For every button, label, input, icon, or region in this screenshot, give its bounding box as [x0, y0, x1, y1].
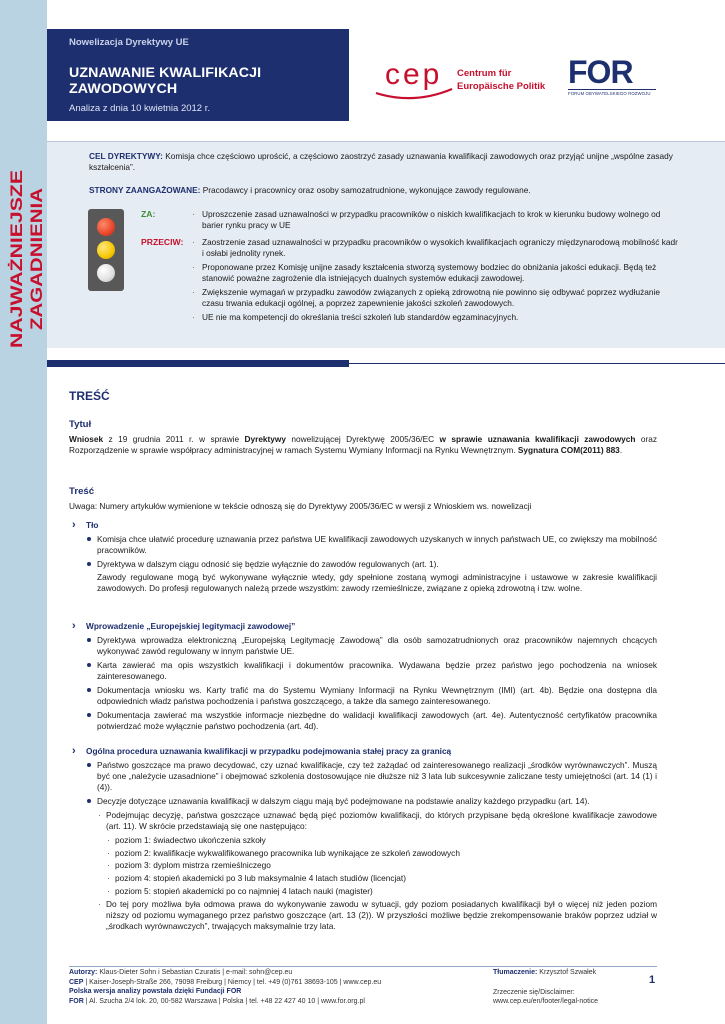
title-heading: Tytuł	[69, 419, 92, 430]
side-title-line2: ZAGADNIENIA	[27, 211, 46, 330]
stakeholders-label: STRONY ZAANGAŻOWANE:	[89, 185, 201, 195]
list-item: Komisja chce ułatwić procedurę uznawania przez państwa UE kwalifikacji zawodowych uzyskanych w innych państwach UE, co zwiększy ma mobilność pracowników.	[85, 534, 657, 556]
section-divider-bar	[47, 360, 349, 367]
for-subtitle: FORUM OBYWATELSKIEGO ROZWOJU	[568, 89, 656, 97]
key-issues-vertical-title	[2, 150, 46, 350]
goal-text: Komisja chce częściowo uprościć, a częściowo zaostrzyć zasady uznawania kwalifikacji zawodowych oraz przyjąć unijne „wspólne zasady kształcenia”.	[89, 151, 673, 172]
con-item: · UE nie ma kompetencji do określania treści szkoleń lub standardów egzaminacyjnych.	[192, 312, 682, 323]
con-list	[192, 237, 682, 326]
list-item: Dokumentacja wniosku ws. Karty trafić ma do Systemu Wymiany Informacji na Rynku Wewnętrznym (IMI) (art. 4b). Będzie ona dostępna dla odpowiednich władz państwa pochodzenia i państwa goszczącego, a także dla samego zainteresowanego.	[85, 685, 657, 707]
qualification-level: · poziom 5: stopień akademicki po co najmniej 4 latach nauki (magister)	[106, 886, 657, 897]
topic-heading: › Wprowadzenie „Europejskiej legitymacji zawodowej”	[69, 621, 657, 632]
directive-goal	[89, 151, 689, 173]
pro-list	[192, 209, 682, 234]
stakeholders-text: Pracodawcy i pracownicy oraz osoby samozatrudnione, wykonujące zawody regulowane.	[202, 185, 531, 195]
section-divider-line	[349, 363, 725, 364]
pro-item: · Uproszczenie zasad uznawalności w przypadku pracowników o niskich kwalifikacjach to krok w kierunku budowy wolnego od barier rynku pracy w UE	[192, 209, 682, 231]
header-box	[47, 29, 349, 121]
footer-rule	[69, 966, 657, 967]
analysis-date: Analiza z dnia 10 kwietnia 2012 r.	[69, 103, 211, 115]
authors: Klaus-Dieter Sohn i Sebastian Czuratis | e-mail: sohn@cep.eu	[97, 969, 293, 976]
list-item: Karta zawierać ma opis wszystkich kwalifikacji i dokumentów pracownika. Wydawana będzie przez państwo jego pochodzenia na wniosek zainteresowanego.	[85, 660, 657, 682]
sub-list-item: · Do tej pory możliwa była odmowa prawa do wykonywanie zawodu w sytuacji, gdy poziom posiadanych kwalifikacji był o więcej niż jeden poziom niższy od poziomu wymaganego przez państwo goszczące (art. 13 (2)). W przyszłości możliwe będzie zrekompensowanie braków poprzez udział w „środkach wyrównawczych”, trwających maksymalnie trzy lata.	[97, 899, 657, 932]
list-item: Państwo goszczące ma prawo decydować, czy uznać kwalifikacje, czy też zażądać od zainteresowanego realizacji „środków wyrównawczych”. Muszą być one „należycie uzasadnione” i obejmować szkolenia dostosowujące nie dłuższe niż 3 lata lub sukcesywnie zaliczane testy umiejętności (art. 14 (1) i (4)).	[85, 760, 657, 793]
white-lamp-icon	[97, 264, 115, 282]
for-logo	[568, 56, 658, 100]
for-wordmark: FOR	[568, 54, 633, 90]
yellow-lamp-icon	[97, 241, 115, 259]
footer-translation: Tłumaczenie: Krzysztof Szwałek Zrzeczenie się/Disclaimer: www.cep.eu/en/footer/legal-notice	[493, 968, 663, 1007]
qualification-level: · poziom 4: stopień akademicki po 3 lub maksymalnie 4 latach studiów (licencjat)	[106, 873, 657, 884]
red-lamp-icon	[97, 218, 115, 236]
topic-heading: › Ogólna procedura uznawania kwalifikacji w przypadku podejmowania stałej pracy za granicą	[69, 746, 657, 757]
disclaimer-link[interactable]: www.cep.eu/en/footer/legal-notice	[493, 998, 599, 1006]
for-address: | Al. Szucha 2/4 lok. 20, 00-582 Warszawa | Polska | tel. +48 22 427 40 10 | www.for.org.pl	[83, 997, 365, 1005]
con-item: · Zaostrzenie zasad uznawalności w przypadku pracowników o wysokich kwalifikacjach ograniczy międzynarodową mobilność kadr i osłabi jednolity rynek.	[192, 237, 682, 259]
article-numbers-note: Uwaga: Numery artykułów wymienione w tekście odnoszą się do Dyrektywy 2005/36/EC w wersji z Wnioskiem ws. nowelizacji	[69, 500, 532, 511]
cep-logo	[372, 55, 572, 103]
topic-background	[69, 520, 657, 597]
content-heading: TREŚĆ	[69, 389, 110, 403]
footer-contacts: Autorzy: Klaus-Dieter Sohn i Sebastian Czuratis | e-mail: sohn@cep.eu CEP | Kaiser-Joseph-Straße 266, 79098 Freiburg | Niemcy | tel. +49 (0)761 38693-105 | www.cep.eu Polska wersja analizy powstała dzięki Fundacji FOR FOR | Al. Szucha 2/4 lok. 20, 00-582 Warszawa | Polska | tel. +48 22 427 40 10 | www.for.org.pl	[69, 968, 469, 1007]
sub-list-item: · Podejmując decyzję, państwa goszczące uznawać będą pięć poziomów kwalifikacji, do których przypisane będą określone kwalifikacje zawodowe (art. 11). W skrócie przedstawiają się one następująco: · poziom 1: świadectwo ukończenia szkoły · poziom 2: kwalifikacje wykwalifikowanego pracownika lub wynikające ze szkoleń zawodowych · poziom 3: dyplom mistrza rzemieślniczego · poziom 4: stopień akademicki po 3 lub maksymalnie 4 latach studiów (licencjat) · poziom 5: stopień akademicki po co najmniej 4 latach nauki (magister)	[97, 810, 657, 898]
series-label: Nowelizacja Dyrektywy UE	[69, 37, 189, 48]
pro-label: ZA:	[141, 209, 156, 219]
qualification-level: · poziom 2: kwalifikacje wykwalifikowanego pracownika lub wynikające ze szkoleń zawodowych	[106, 848, 657, 859]
cep-wordmark: cep	[385, 58, 443, 91]
content-section	[69, 486, 657, 512]
list-item: Dyrektywa w dalszym ciągu odnosić się będzie wyłącznie do zawodów regulowanych (art. 1). Zawody regulowane mogą być wykonywane wyłącznie wtedy, gdy spełnione zostaną wymogi administracyjne i ustawowe w zakresie kwalifikacji zawodowych. Do profesji regulowanych należą przede wszystkim: zawody rzemieślnicze, związane z opieką zdrowotną i tzw. wolne.	[85, 559, 657, 594]
qualification-level: · poziom 1: świadectwo ukończenia szkoły	[106, 835, 657, 846]
disclaimer-label: Zrzeczenie się/Disclaimer:	[493, 988, 575, 996]
polish-version-note: Polska wersja analizy powstała dzięki Fundacji FOR	[69, 988, 242, 996]
content-subheading: Treść	[69, 486, 95, 497]
document-title: UZNAWANIE KWALIFIKACJI ZAWODOWYCH	[69, 64, 262, 98]
qualification-level: · poziom 3: dyplom mistrza rzemieślniczego	[106, 860, 657, 871]
stakeholders	[89, 185, 689, 196]
translator: Krzysztof Szwałek	[537, 969, 597, 976]
cep-address: | Kaiser-Joseph-Straße 266, 79098 Freiburg | Niemcy | tel. +49 (0)761 38693-105 | www.cep.eu	[83, 978, 382, 986]
topic-heading: › Tło	[69, 520, 657, 531]
title-section	[69, 419, 657, 456]
title-text: Wniosek z 19 grudnia 2011 r. w sprawie Dyrektywy nowelizującej Dyrektywę 2005/36/EC w sprawie uznawania kwalifikacji zawodowych oraz Rozporządzenie w sprawie współpracy administracyjnej w ramach Systemu Wymiany Informacji na Rynku Wewnętrznym. Sygnatura COM(2011) 883.	[69, 433, 658, 455]
cep-name: Centrum für Europäische Politik	[457, 68, 546, 92]
list-item: Decyzje dotyczące uznawania kwalifikacji w dalszym ciągu mają być podejmowane na podstawie analizy każdego przypadku (art. 14). · Podejmując decyzję, państwa goszczące uznawać będą pięć poziomów kwalifikacji, do których przypisane będą określone kwalifikacje zawodowe (art. 11). W skrócie przedstawiają się one następująco: · poziom 1: świadectwo ukończenia szkoły · poziom 2: kwalifikacje wykwalifikowanego pracownika lub wynikające ze szkoleń zawodowych · poziom 3: dyplom mistrza rzemieślniczego · poziom 4: stopień akademicki po 3 lub maksymalnie 4 latach studiów (licencjat) · poziom 5: stopień akademicki po co najmniej 4 latach nauki (magister) · Do tej pory możliwa była odmowa prawa do wykonywanie zawodu w sytuacji, gdy poziom posiadanych kwalifikacji był o więcej niż jeden poziom niższy od poziomu wymaganego przez państwo goszczące (art. 13 (2)). W przyszłości możliwe będzie zrekompensowanie braków poprzez udział w „środkach wyrównawczych”, trwających maksymalnie trzy lata.	[85, 796, 657, 932]
traffic-light-icon	[88, 209, 124, 291]
list-item: Dokumentacja zawierać ma wszystkie informacje niezbędne do walidacji kwalifikacji zawodowych (art. 4e). Autentyczność certyfikatów pracownika potwierdzać może wyłącznie państwo pochodzenia (art. 4d).	[85, 710, 657, 732]
topic-general-procedure	[69, 746, 657, 935]
regulated-professions-note: Zawody regulowane mogą być wykonywane wyłącznie wtedy, gdy spełnione zostaną wymogi administracyjne i ustawowe w zakresie kwalifikacji zawodowych. Do profesji regulowanych należą przede wszystkim: zawody rzemieślnicze, związane z opieką zdrowotną i tzw. wolne.	[97, 571, 657, 593]
goal-label: CEL DYREKTYWY:	[89, 151, 163, 161]
qualification-levels	[106, 835, 657, 898]
topic-european-card	[69, 621, 657, 734]
side-title-line1: NAJWAŻNIEJSZE	[7, 205, 26, 348]
page-number: 1	[649, 974, 656, 986]
list-item: Dyrektywa wprowadza elektroniczną „Europejską Legitymację Zawodową” dla osób samozatrudnionych oraz pracowników najemnych chcących wykonywać zawód regulowany w innym państwie UE.	[85, 635, 657, 657]
con-label: PRZECIW:	[141, 237, 184, 247]
con-item: · Zwiększenie wymagań w przypadku zawodów związanych z opieką zdrowotną nie powinno się odbywać poprzez wydłużanie czasu trwania edukacji ogólnej, a poprzez zapewnienie jakości szkoleń zawodowych.	[192, 287, 682, 309]
con-item: · Proponowane przez Komisję unijne zasady kształcenia stworzą systemowy bodziec do obniżania jakości edukacji. Będą też stanowić poważne zagrożenie dla istniejących dualnych systemów edukacji zawodowej.	[192, 262, 682, 284]
